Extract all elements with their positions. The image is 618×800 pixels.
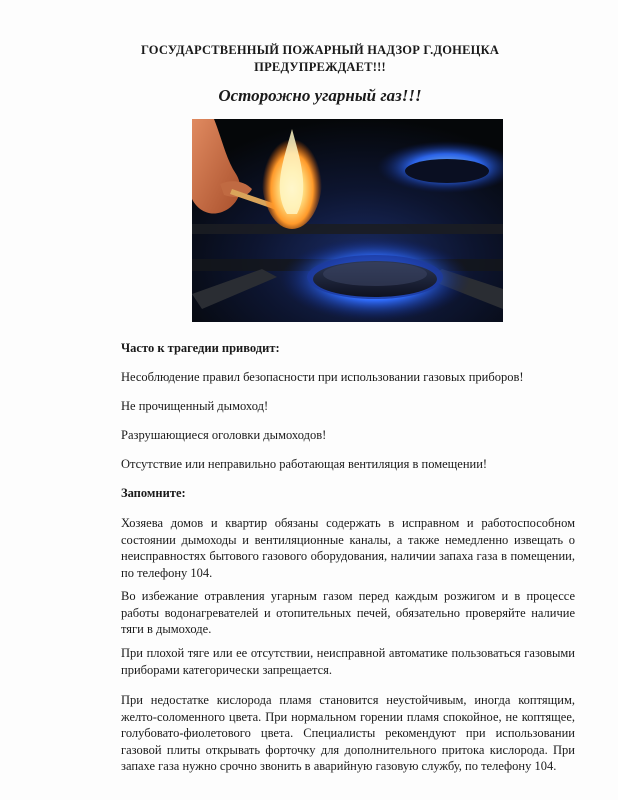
cause-item-4: Отсутствие или неправильно работающая вентиляция в помещении! [121,457,488,471]
header-line-2: ПРЕДУПРЕЖДАЕТ!!! [254,60,386,74]
remember-heading: Запомните: [121,486,186,500]
document-subtitle: Осторожно угарный газ!!! [218,86,422,105]
remember-paragraph-2: Во избежание отравления угарным газом перед каждым розжигом и в процессе работы водонагревателей и отопительных печей, обязательно проверяйте наличие тяги в дымоходе. [121,589,575,636]
remember-paragraph-3: При плохой тяге или ее отсутствии, неисправной автоматике пользоваться газовыми приборами категорически запрещается. [121,646,575,677]
gas-burner-photo [192,119,503,322]
gas-burner-illustration [192,119,503,322]
document-header [120,42,520,76]
cause-item-3: Разрушающиеся оголовки дымоходов! [121,428,327,442]
remember-paragraph-4: При недостатке кислорода пламя становится неустойчивым, иногда коптящим, желто-соломенного цвета. При нормальном горении пламя спокойное, не коптящее, голубовато-фиолетового цвета. Специалисты рекомендуют при использовании газовой плиты открывать форточку для дополнительного притока кислорода. При запахе газа нужно срочно звонить в аварийную газовую службу, по телефону 104. [121,693,575,773]
header-line-1: ГОСУДАРСТВЕННЫЙ ПОЖАРНЫЙ НАДЗОР Г.ДОНЕЦКА [140,43,500,57]
cause-item-2: Не прочищенный дымоход! [121,399,269,413]
remember-paragraph-1: Хозяева домов и квартир обязаны содержать в исправном и работоспособном состоянии дымоходы и вентиляционные каналы, а также немедленно извещать о неисправностях бытового газового оборудования, наличии запаха газа в помещении, по телефону 104. [121,516,575,580]
cause-item-1: Несоблюдение правил безопасности при использовании газовых приборов! [121,370,524,384]
causes-heading: Часто к трагедии приводит: [121,341,280,355]
